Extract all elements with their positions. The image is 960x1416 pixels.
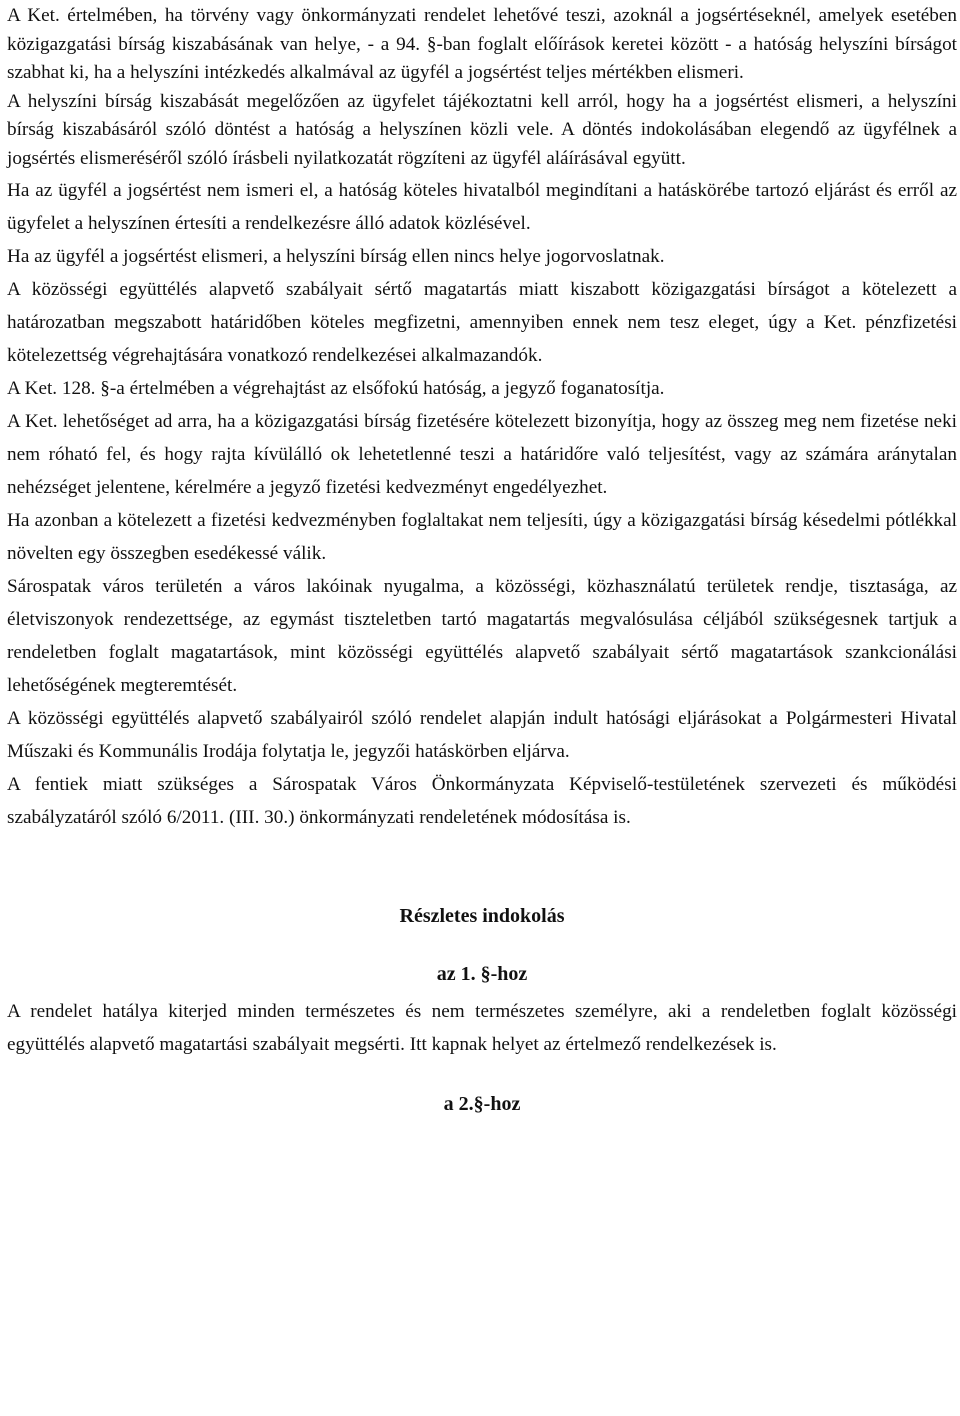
- paragraph-smsz-amendment: A fentiek miatt szükséges a Sárospatak Város Önkormányzata Képviselő-testületének szervezeti és működési szabályzatáról szóló 6/2011. (III. 30.) önkormányzati rendeletének módosítása is.: [7, 773, 957, 828]
- paragraph-payment-relief: A Ket. lehetőséget ad arra, ha a közigazgatási bírság fizetésére kötelezett bizonyítja, hogy az összeg meg nem fizetése neki nem róható fel, és hogy rajta kívülálló ok lehetetlenné teszi a határidőre való teljesítést, vagy az számára aránytalan nehézséget jelentene, kérelmére a jegyző fizetési kedvezményt engedélyezhet.: [7, 410, 957, 498]
- paragraph-sarospatak-purpose: Sárospatak város területén a város lakóinak nyugalma, a közösségi, közhasználatú területek rendje, tisztasága, az életviszonyok rendezettsége, az egymást tiszteletben tartó magatartás megvalósulása céljából szükségesnek tartjuk a rendeletben foglalt magatartások, mint közösségi együttélés alapvető szabályait sértő magatartások szankcionálási lehetőségének megteremtését.: [7, 575, 957, 696]
- paragraph-on-site-fine: A Ket. értelmében, ha törvény vagy önkormányzati rendelet lehetővé teszi, azoknál a jogsértéseknél, amelyek esetében közigazgatási bírság kiszabásának van helye, - a 94. §-ban foglalt előírások keretei között - a hatóság helyszíni bírságot szabhat ki, ha a helyszíni intézkedés alkalmával az ügyfél a jogsértést teljes mértékben elismeri.: [7, 5, 957, 84]
- paragraph-not-acknowledged: Ha az ügyfél a jogsértést nem ismeri el, a hatóság köteles hivatalból megindítani a hatáskörébe tartozó eljárást és erről az ügyfelet a helyszínen értesíti a rendelkezésre álló adatok közlésével.: [7, 179, 957, 234]
- section-heading-paragraph-2: a 2.§-hoz: [443, 1092, 521, 1115]
- paragraph-late-fee: Ha azonban a kötelezett a fizetési kedvezményben foglaltakat nem teljesíti, úgy a közigazgatási bírság késedelmi pótlékkal növelten egy összegben esedékessé válik.: [7, 509, 957, 564]
- document-page: [7, 2, 957, 1119]
- paragraph-group-ket-fine: [7, 2, 957, 174]
- paragraph-group-procedure: [7, 174, 957, 834]
- paragraph-enforcement: A Ket. 128. §-a értelmében a végrehajtást az elsőfokú hatóság, a jegyző foganatosítja.: [7, 377, 665, 399]
- paragraph-scope: A rendelet hatálya kiterjed minden természetes és nem természetes személyre, aki a rendeletben foglalt közösségi együttélés alapvető magatartási szabályait megsérti. Itt kapnak helyet az értelmező rendelkezések is.: [7, 1000, 957, 1055]
- section-heading-detailed-justification: Részletes indokolás: [399, 904, 565, 927]
- paragraph-payment-obligation: A közösségi együttélés alapvető szabályait sértő magatartás miatt kiszabott közigazgatási bírságot a kötelezett a határozatban megszabott határidőben köteles megfizetni, amennyiben ennek nem tesz eleget, úgy a Ket. pénzfizetési kötelezettség végrehajtására vonatkozó rendelkezései alkalmazandók.: [7, 278, 957, 366]
- section-heading-paragraph-1: az 1. §-hoz: [436, 962, 528, 985]
- paragraph-authority: A közösségi együttélés alapvető szabályairól szóló rendelet alapján indult hatósági eljárásokat a Polgármesteri Hivatal Műszaki és Kommunális Irodája folytatja le, jegyzői hatáskörben eljárva.: [7, 707, 957, 762]
- paragraph-fine-notice: A helyszíni bírság kiszabását megelőzően az ügyfelet tájékoztatni kell arról, hogy ha a jogsértést elismeri, a helyszíni bírság kiszabásáról szóló döntést a hatóság a helyszínen közli vele. A döntés indokolásában elegendő az ügyfélnek a jogsértés elismeréséről szóló írásbeli nyilatkozatát rögzíteni az ügyfél aláírásával együtt.: [7, 90, 957, 169]
- section-1-body: [7, 995, 957, 1061]
- paragraph-no-appeal: Ha az ügyfél a jogsértést elismeri, a helyszíni bírság ellen nincs helye jogorvoslatnak.: [7, 245, 665, 267]
